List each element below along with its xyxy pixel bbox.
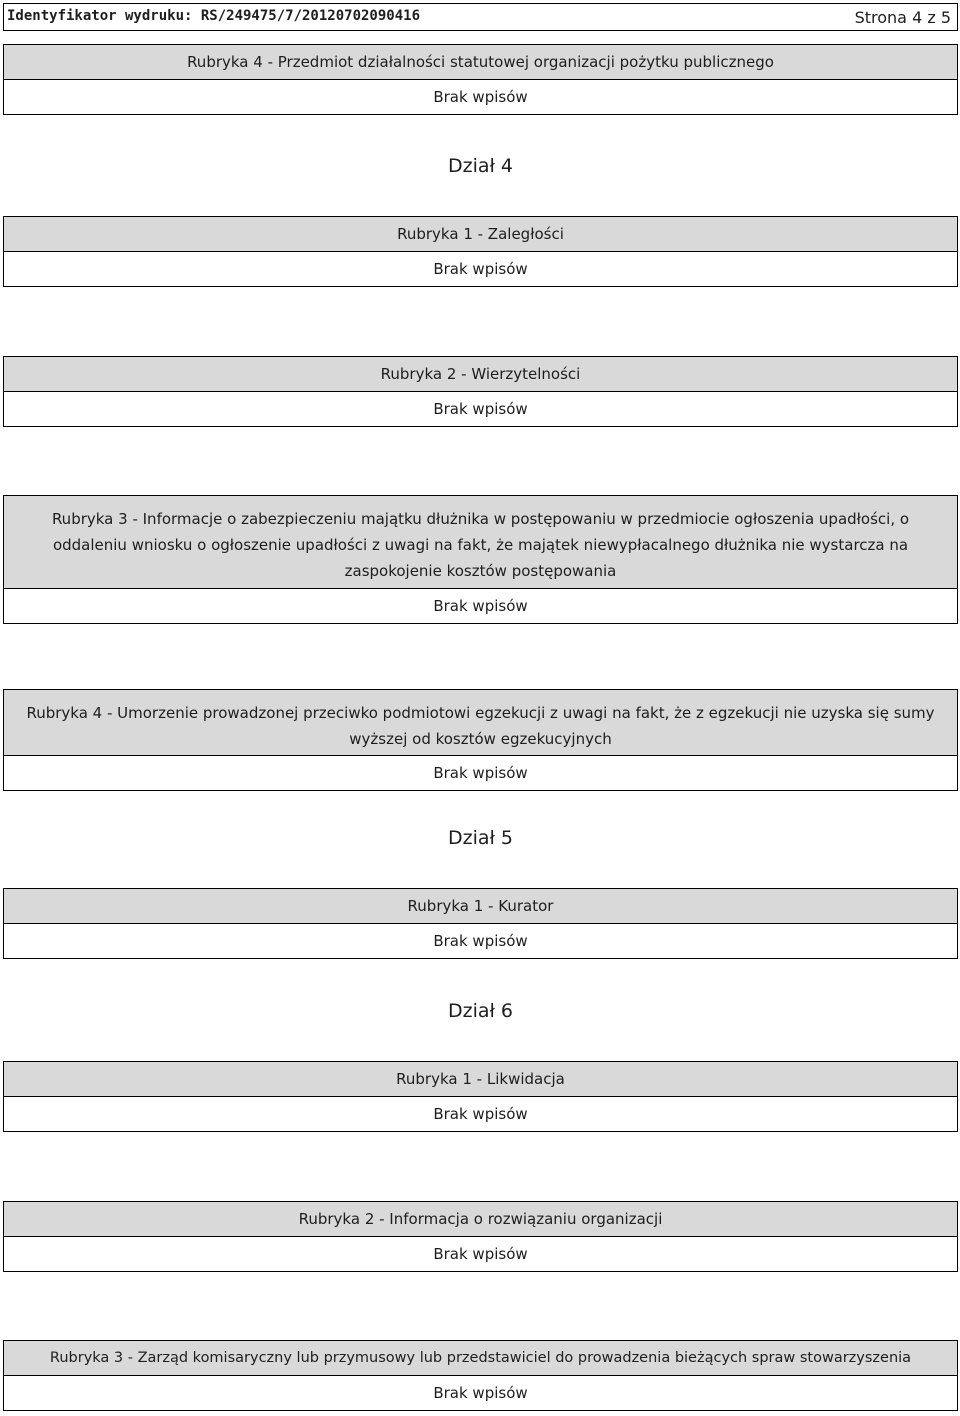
section-title-dzial-5: Dział 5 [447,827,514,849]
rubric-entry: Brak wpisów [433,88,528,106]
rubric-title: Rubryka 1 - Likwidacja [4,1062,957,1097]
rubric-table-d3-r4 [3,44,958,115]
rubric-title: Rubryka 4 - Umorzenie prowadzonej przeciwko podmiotowi egzekucji z uwagi na fakt, że z egzekucji nie uzyska się sumy wyższej od kosztów egzekucyjnych [4,690,957,756]
rubric-entry: Brak wpisów [433,260,528,278]
rubric-entry: Brak wpisów [433,1384,528,1402]
rubric-table-d5-r1 [3,888,958,959]
rubric-entry: Brak wpisów [433,932,528,950]
rubric-title: Rubryka 3 - Informacje o zabezpieczeniu majątku dłużnika w postępowaniu w przedmiocie ogłoszenia upadłości, o oddaleniu wniosku o ogłoszenie upadłości z uwagi na fakt, że majątek niewypłacalnego dłużnika nie wystarcza na zaspokojenie kosztów postępowania [4,496,957,589]
rubric-table-d6-r1 [3,1061,958,1132]
rubric-title: Rubryka 1 - Zaległości [4,217,957,252]
rubric-table-d6-r3 [3,1340,958,1411]
rubric-table-d4-r3 [3,495,958,624]
rubric-entry: Brak wpisów [433,764,528,782]
rubric-title: Rubryka 2 - Wierzytelności [4,357,957,392]
rubric-table-d4-r1 [3,216,958,287]
rubric-title: Rubryka 1 - Kurator [4,889,957,924]
rubric-title: Rubryka 3 - Zarząd komisaryczny lub przymusowy lub przedstawiciel do prowadzenia bieżących spraw stowarzyszenia [4,1341,957,1376]
rubric-title: Rubryka 2 - Informacja o rozwiązaniu organizacji [4,1202,957,1237]
rubric-entry: Brak wpisów [433,597,528,615]
rubric-table-d4-r4 [3,689,958,791]
rubric-table-d4-r2 [3,356,958,427]
print-header [3,3,958,31]
rubric-table-d6-r2 [3,1201,958,1272]
section-title-dzial-6: Dział 6 [447,1000,514,1022]
rubric-entry: Brak wpisów [433,1245,528,1263]
page-number: Strona 4 z 5 [854,8,951,27]
rubric-entry: Brak wpisów [433,400,528,418]
print-identifier: Identyfikator wydruku: RS/249475/7/20120702090416 [7,8,421,24]
section-title-dzial-4: Dział 4 [447,155,514,177]
rubric-entry: Brak wpisów [433,1105,528,1123]
rubric-title: Rubryka 4 - Przedmiot działalności statutowej organizacji pożytku publicznego [4,45,957,80]
